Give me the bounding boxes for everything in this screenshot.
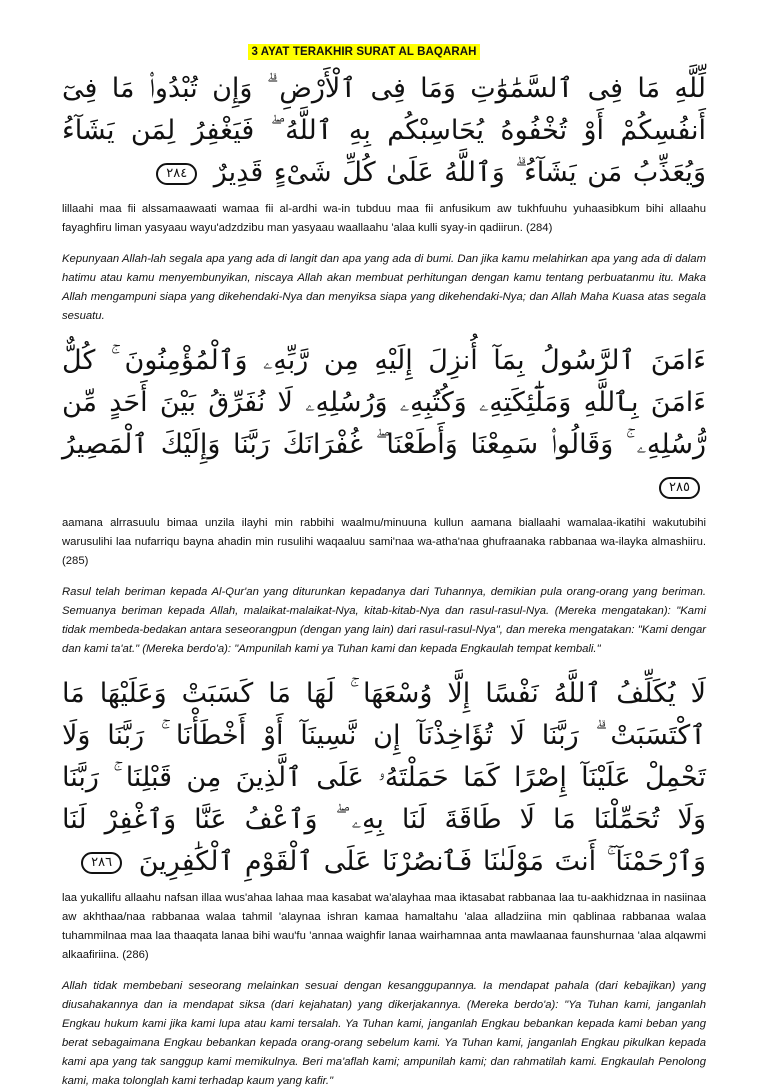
ayah-number-mark: ٢٨٥: [659, 477, 700, 499]
transliteration-285: aamana alrrasuulu bimaa unzila ilayhi min rabbihi waalmu/minuuna kullun aamana biallaahi wamalaa-ikatihi wakutubihi warusulihi laa nufarriqu bayna ahadin min rusulihi waqaaluu sami'naa wa-atha'naa ghufraanaka rabbanaa wa-ilayka almashiiru. (285): [62, 517, 706, 567]
arabic-text: ءَامَنَ ٱلرَّسُولُ بِمَآ أُنزِلَ إِلَيْهِ مِن رَّبِّهِۦ وَٱلْمُؤْمِنُونَ ۚ كُلٌّ ءَامَنَ بِٱللَّهِ وَمَلَٰٓئِكَتِهِۦ وَكُتُبِهِۦ وَرُسُلِهِۦ لَا نُفَرِّقُ بَيْنَ أَحَدٍ مِّن رُّسُلِهِۦ ۚ وَقَالُوا۟ سَمِعْنَا وَأَطَعْنَا ۖ غُفْرَانَكَ رَبَّنَا وَإِلَيْكَ ٱلْمَصِيرُ: [62, 345, 706, 460]
document-title: 3 AYAT TERAKHIR SURAT AL BAQARAH: [248, 44, 479, 60]
ayah-number-mark: ٢٨٦: [81, 852, 122, 874]
translation-285: Rasul telah beriman kepada Al-Qur'an yang diturunkan kepadanya dari Tuhannya, demikian pula orang-orang yang beriman. Semuanya beriman kepada Allah, malaikat-malaikat-Nya, kitab-kitab-Nya dan rasul-rasul-Nya. (Mereka mengatakan): "Kami tidak membeda-bedakan antara seseorangpun (dengan yang lain) dari rasul-rasul-Nya", dan mereka mengatakan: "Kami dengar dan kami ta'at." (Mereka berdo'a): "Ampunilah kami ya Tuhan kami dan kepada Engkaulah tempat kembali.": [62, 586, 706, 655]
arabic-verse-286: [62, 673, 706, 883]
arabic-verse-284: [62, 68, 706, 194]
ayah-number-mark: ٢٨٤: [156, 163, 197, 185]
title-row: [22, 40, 706, 60]
transliteration-286: laa yukallifu allaahu nafsan illaa wus'ahaa lahaa maa kasabat wa'alayhaa maa iktasabat rabbanaa laa tu-aakhidznaa in nasiinaa aw akhthaa/naa rabbanaa walaa tahmil 'alaynaa ishran kamaa hamaltahu 'alaa alladziina min qablinaa rabbanaa walaa tuhammilnaa maa laa thaaqata lanaa bihi wau'fu 'annaa waighfir lanaa wairhamnaa anta mawlaanaa faunshurnaa 'alaa alqawmi alkaafiriina. (286): [62, 892, 706, 961]
arabic-text: لِّلَّهِ مَا فِى ٱلسَّمَٰوَٰتِ وَمَا فِى ٱلْأَرْضِ ۗ وَإِن تُبْدُوا۟ مَا فِىٓ أَنفُسِكُمْ أَوْ تُخْفُوهُ يُحَاسِبْكُم بِهِ ٱللَّهُ ۖ فَيَغْفِرُ لِمَن يَشَآءُ وَيُعَذِّبُ مَن يَشَآءُ ۗ وَٱللَّهُ عَلَىٰ كُلِّ شَىْءٍ قَدِيرٌ: [62, 73, 706, 188]
translation-286: Allah tidak membebani seseorang melainkan sesuai dengan kesanggupannya. Ia mendapat pahala (dari kebajikan) yang diusahakannya dan ia mendapat siksa (dari kejahatan) yang dikerjakannya. (Mereka berdo'a): "Ya Tuhan kami, janganlah Engkau hukum kami jika kami lupa atau kami tersalah. Ya Tuhan kami, janganlah Engkau bebankan kepada kami beban yang berat sebagaimana Engkau bebankan kepada orang-orang sebelum kami. Ya Tuhan kami, janganlah Engkau pikulkan kepada kami apa yang tak sanggup kami memikulnya. Beri ma'aflah kami; ampunilah kami; dan rahmatilah kami. Engkaulah Penolong kami, maka tolonglah kami terhadap kaum yang kafir.": [62, 980, 706, 1087]
translation-284: Kepunyaan Allah-lah segala apa yang ada di langit dan apa yang ada di bumi. Dan jika kamu melahirkan apa yang ada di dalam hatimu atau kamu menyembunyikan, niscaya Allah akan membuat perhitungan dengan kamu tentang perbuatanmu itu. Maka Allah mengampuni siapa yang dikehendaki-Nya dan menyiksa siapa yang dikehendaki-Nya; dan Allah Maha Kuasa atas segala sesuatu.: [62, 253, 706, 322]
arabic-verse-285: [62, 340, 706, 508]
transliteration-284: lillaahi maa fii alssamaawaati wamaa fii al-ardhi wa-in tubduu maa fii anfusikum aw tukhfuuhu yuhaasibkum bihi allaahu fayaghfiru liman yasyaau wayu'adzdzibu man yasyaau waallaahu 'alaa kulli syay-in qadiirun. (284): [62, 203, 706, 234]
arabic-text: لَا يُكَلِّفُ ٱللَّهُ نَفْسًا إِلَّا وُسْعَهَا ۚ لَهَا مَا كَسَبَتْ وَعَلَيْهَا مَا ٱكْتَسَبَتْ ۗ رَبَّنَا لَا تُؤَاخِذْنَآ إِن نَّسِينَآ أَوْ أَخْطَأْنَا ۚ رَبَّنَا وَلَا تَحْمِلْ عَلَيْنَآ إِصْرًا كَمَا حَمَلْتَهُۥ عَلَى ٱلَّذِينَ مِن قَبْلِنَا ۚ رَبَّنَا وَلَا تُحَمِّلْنَا مَا لَا طَاقَةَ لَنَا بِهِۦ ۖ وَٱعْفُ عَنَّا وَٱغْفِرْ لَنَا وَٱرْحَمْنَآ ۚ أَنتَ مَوْلَىٰنَا فَٱنصُرْنَا عَلَى ٱلْقَوْمِ ٱلْكَٰفِرِينَ: [62, 678, 706, 877]
